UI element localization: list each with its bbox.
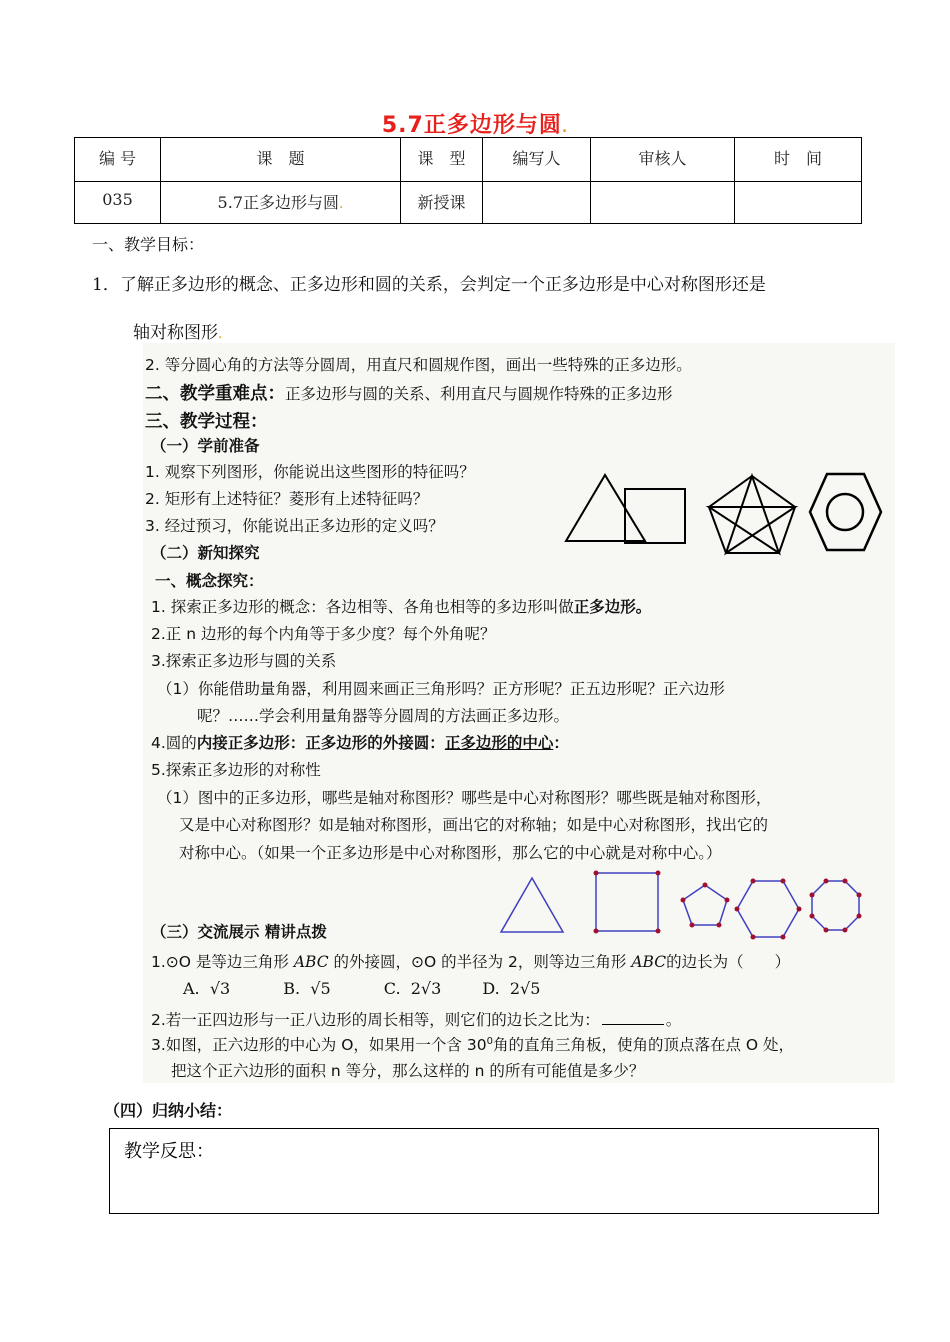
lesson-info-table (74, 137, 862, 224)
inscribed-pentagon-figure (681, 883, 730, 928)
table-cell: 5.7正多边形与圆. (161, 182, 401, 224)
table-row (75, 182, 862, 224)
objectives-heading: 一、教学目标： (92, 235, 205, 254)
question-1-choices: A. √3 B. √5 C. 2√3 D. 2√5 (183, 979, 541, 998)
concept-item-5-1-line-2: 又是中心对称图形？如是轴对称图形，画出它的对称轴；如是中心对称图形，找出它的 (179, 816, 769, 834)
figures-row-2 (143, 343, 895, 1083)
key-points: 二、教学重难点：正多边形与圆的关系、利用直尺与圆规作特殊的正多边形 (145, 384, 673, 404)
explore-heading: （二）新知探究 (151, 544, 260, 562)
table-header-cell: 编 号 (75, 138, 161, 182)
table-cell: 新授课 (401, 182, 483, 224)
inscribed-triangle-figure (501, 878, 563, 932)
table-header-cell: 课 题 (161, 138, 401, 182)
prep-item-2: 2. 矩形有上述特征？菱形有上述特征吗？ (145, 490, 429, 508)
lesson-content-panel (143, 343, 895, 1083)
page-title: 5.7正多边形与圆. (381, 113, 569, 138)
question-3-line-1: 3.如图，正六边形的中心为 O，如果用一个含 $30^0$角的直角三角板，使角的顶点落在点 O 处， (151, 1035, 795, 1054)
concept-item-5-1-line-3: 对称中心。（如果一个正多边形是中心对称图形，那么它的中心就是对称中心。） (179, 844, 722, 862)
table-header-cell: 编写人 (483, 138, 591, 182)
concept-item-3-1-line-2: 呢？……学会利用量角器等分圆周的方法画正多边形。 (197, 707, 570, 725)
table-cell (735, 182, 862, 224)
inscribed-hexagon-figure (735, 879, 802, 940)
concept-item-4: 4.圆的内接正多边形：正多边形的外接圆：正多边形的中心： (151, 734, 569, 752)
prep-item-3: 3. 经过预习，你能说出正多边形的定义吗？ (145, 517, 444, 535)
question-1: 1.⊙O 是等边三角形 ABC 的外接圆，⊙O 的半径为 2，则等边三角形 ABC的边长为（ ） (151, 953, 791, 971)
table-cell (483, 182, 591, 224)
table-cell: 035 (75, 182, 161, 224)
concept-item-5: 5.探索正多边形的对称性 (151, 761, 321, 779)
table-header-cell: 课 型 (401, 138, 483, 182)
reflection-label: 教学反思： (124, 1141, 214, 1162)
objective-1-line-2: 轴对称图形. (133, 323, 223, 343)
concept-item-3-1-line-1: （1）你能借助量角器，利用圆来画正三角形吗？正方形呢？正五边形呢？正六边形 (157, 680, 725, 698)
objective-1-line-1: 1．了解正多边形的概念、正多边形和圆的关系，会判定一个正多边形是中心对称图形还是 (92, 275, 766, 295)
inscribed-square-figure (594, 871, 661, 934)
concept-item-2: 2.正 n 边形的每个内角等于多少度？每个外角呢？ (151, 625, 496, 643)
concept-item-5-1-line-1: （1）图中的正多边形，哪些是轴对称图形？哪些是中心对称图形？哪些既是轴对称图形， (157, 789, 772, 807)
question-2: 2.若一正四边形与一正八边形的周长相等，则它们的边长之比为： 。 (151, 1011, 682, 1029)
table-header-row (75, 138, 862, 182)
table-cell (591, 182, 735, 224)
question-3-line-2: 把这个正六边形的面积 n 等分，那么这样的 n 的所有可能值是多少？ (171, 1062, 645, 1080)
prep-item-1: 1. 观察下列图形，你能说出这些图形的特征吗？ (145, 463, 475, 481)
reflection-box (109, 1128, 879, 1214)
concept-heading: 一、概念探究： (155, 572, 264, 590)
process-heading: 三、教学过程： (145, 412, 268, 432)
objective-2: 2. 等分圆心角的方法等分圆周，用直尺和圆规作图，画出一些特殊的正多边形。 (145, 356, 692, 374)
table-header-cell: 审核人 (591, 138, 735, 182)
show-heading: （三）交流展示 精讲点拨 (151, 923, 327, 941)
inscribed-octagon-figure (810, 879, 862, 933)
concept-item-3: 3.探索正多边形与圆的关系 (151, 652, 337, 670)
prep-heading: （一）学前准备 (151, 437, 260, 455)
summary-heading: （四）归纳小结： (104, 1101, 233, 1120)
concept-item-1: 1. 探索正多边形的概念：各边相等、各角也相等的多边形叫做正多边形。 (151, 598, 652, 616)
table-header-cell: 时 间 (735, 138, 862, 182)
